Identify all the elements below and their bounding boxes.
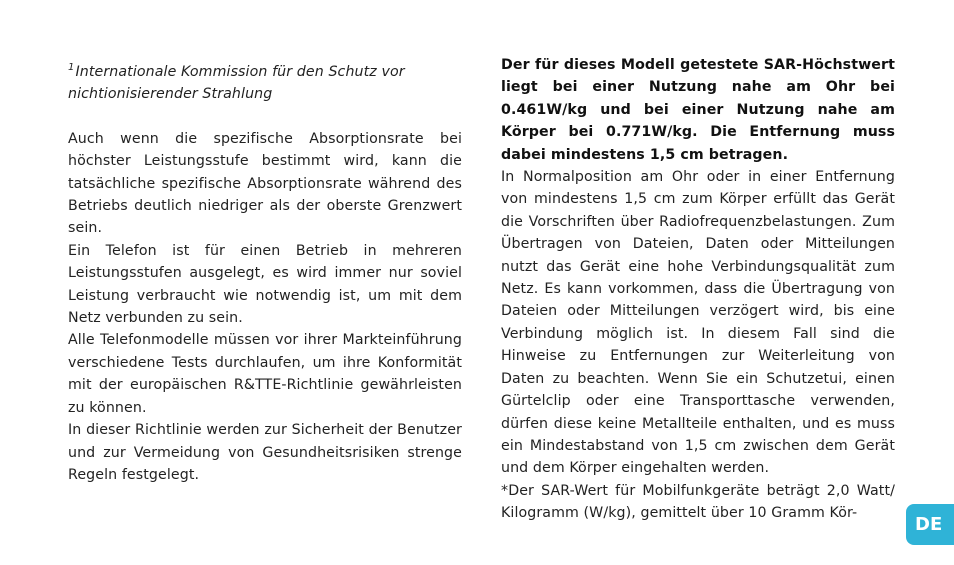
paragraph-sar-measurement: Auch wenn die spezifische Absorptionsrate bei höchster Leistungsstufe bestimmt wird, kann die tatsächliche spezifische Absorptionsrate während des Betriebs deutlich niedriger als der oberste Grenzwert sein. bbox=[68, 130, 462, 237]
footnote-text: Internationale Kommission für den Schutz vor nichtionisierender Strahlung bbox=[68, 64, 405, 103]
paragraph-directive-rules: In dieser Richtlinie werden zur Sicherheit der Benutzer und zur Vermeidung von Gesundheitsrisiken strenge Regeln festgelegt. bbox=[68, 422, 462, 483]
footnote-marker: 1 bbox=[68, 62, 75, 73]
sar-limit-note: *Der SAR-Wert für Mobilfunkgeräte beträgt 2,0 Watt/ Kilogramm (W/kg), gemittelt über 10 Gramm Kör- bbox=[501, 482, 895, 522]
paragraph-power-levels: Ein Telefon ist für einen Betrieb in mehreren Leistungsstufen ausgelegt, es wird immer nur soviel Leistung verbraucht wie notwendig ist, um mit dem Netz verbunden zu sein. bbox=[68, 242, 462, 327]
footnote bbox=[68, 57, 462, 106]
left-column bbox=[68, 57, 462, 486]
sar-max-value-statement: Der für dieses Modell getestete SAR-Höchstwert liegt bei einer Nutzung nahe am Ohr bei 0.461W/kg und bei einer Nutzung nahe am Körper bei 0.771W/kg. Die Entfernung muss dabei mindestens 1,5 cm betragen. bbox=[501, 57, 895, 163]
paragraph-conformity-tests: Alle Telefonmodelle müssen vor ihrer Markteinführung verschiedene Tests durchlaufen, um ihre Konformität mit der europäischen R&TTE-Richtlinie gewährleisten zu können. bbox=[68, 332, 462, 416]
paragraph-body-distance: In Normalposition am Ohr oder in einer Entfernung von mindestens 1,5 cm zum Körper erfüllt das Gerät die Vorschriften über Radiofrequenzbelastungen. Zum Übertragen von Dateien, Daten oder Mitteilungen nutzt das Gerät eine hohe Verbindungsqualität zum Netz. Es kann vorkommen, dass die Übertragung von Dateien oder Mitteilungen verzögert wird, bis eine Verbindung möglich ist. In diesem Fall sind die Hinweise zu Entfernungen zur Weiterleitung von Daten zu beachten. Wenn Sie ein Schutzetui, einen Gürtelclip oder eine Transporttasche verwenden, dürfen diese keine Metallteile enthalten, und es muss ein Mindestabstand von 1,5 cm zwischen dem Gerät und dem Körper eingehalten werden. bbox=[501, 169, 895, 477]
language-tab-de: DE bbox=[906, 504, 954, 545]
right-column bbox=[501, 54, 895, 525]
